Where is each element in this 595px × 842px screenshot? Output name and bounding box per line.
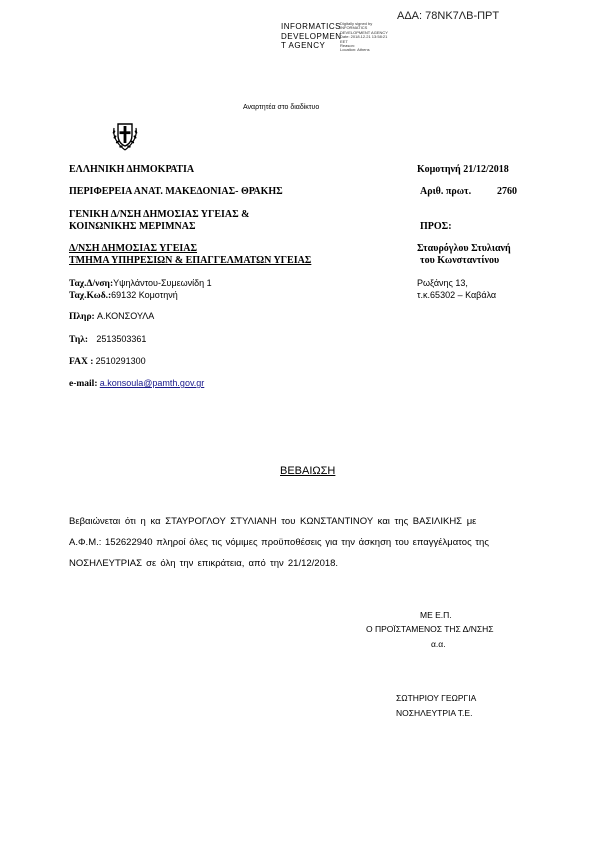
to-label: ΠΡΟΣ: [420,221,452,232]
fax-value: 2510291300 [95,356,146,366]
info-value: Α.ΚΟΝΣΟΥΛΑ [96,311,155,321]
email-label: e-mail: [69,379,98,389]
address-label: Ταχ.Δ/νση: [69,279,114,289]
signature-stamp-line: Digitally signed by [340,21,373,26]
signature-stamp-line: Date: 2018.12.21 13:58:21 [340,34,388,40]
agency-logo [281,22,342,51]
phone-label: Τηλ: [69,335,89,345]
signatory-role: ΝΟΣΗΛΕΥΤΡΙΑ Τ.Ε. [396,708,473,718]
body-line-3: ΝΟΣΗΛΕΥΤΡΙΑΣ σε όλη την επικράτεια, από την 21/12/2018. [69,558,339,569]
fax-contact [69,356,146,367]
postcode-label: Ταχ.Κωδ.: [69,291,112,301]
agency-logo-line: INFORMATICS [281,22,342,31]
signature-authority: ΜΕ Ε.Π. [420,610,452,620]
certificate-title: ΒΕΒΑΙΩΣΗ [280,465,336,477]
directorate-heading: Δ/ΝΣΗ ΔΗΜΟΣΙΑΣ ΥΓΕΙΑΣ [69,243,198,254]
agency-logo-line: DEVELOPMEN [281,31,342,41]
sender-address [69,278,212,289]
signature-stamp-line: DEVELOPMENT AGENCY [340,29,388,35]
region-heading: ΠΕΡΙΦΕΡΕΙΑ ΑΝΑΤ. ΜΑΚΕΔΟΝΙΑΣ- ΘΡΑΚΗΣ [69,186,283,197]
signature-stamp-line: Reason: [340,43,355,49]
general-directorate-line-1: ΓΕΝΙΚΗ Δ/ΝΣΗ ΔΗΜΟΣΙΑΣ ΥΓΕΙΑΣ & [69,209,250,220]
digital-signature-stamp [340,22,388,53]
recipient-father: του Κωνσταντίνου [420,255,500,266]
place-and-date: Κομοτηνή 21/12/2018 [417,164,509,175]
email-link[interactable]: a.konsoula@pamth.gov.gr [99,378,205,388]
signature-title: Ο ΠΡΟΪΣΤΑΜΕΝΟΣ ΤΗΣ Δ/ΝΣΗΣ [366,624,494,634]
fax-label: FAX : [69,357,94,367]
posted-online-note: Αναρτητέα στο διαδίκτυο [243,104,320,111]
body-line-2: Α.Φ.Μ.: 152622940 πληροί όλες τις νόμιμες προϋποθέσεις για την άσκηση του επαγγέλματος της [69,537,489,548]
body-line-1: Βεβαιώνεται ότι η κα ΣΤΑΥΡΟΓΛΟΥ ΣΤΥΛΙΑΝΗ του ΚΩΝΣΤΑΝΤΙΝΟΥ και της ΒΑΣΙΛΙΚΗΣ με [69,516,477,527]
recipient-postcode: τ.κ.65302 – Καβάλα [417,290,497,300]
signature-deputy: α.α. [431,639,446,649]
protocol-label: Αριθ. πρωτ. [420,186,472,197]
postcode-value: 69132 Κομοτηνή [111,290,178,300]
address-value: Υψηλάντου-Συμεωνίδη 1 [113,278,212,288]
republic-heading: ΕΛΛΗΝΙΚΗ ΔΗΜΟΚΡΑΤΙΑ [69,164,195,175]
recipient-address: Ρωξάνης 13, [417,278,468,288]
department-heading: ΤΜΗΜΑ ΥΠΗΡΕΣΙΩΝ & ΕΠΑΓΓΕΛΜΑΤΩΝ ΥΓΕΙΑΣ [69,255,312,266]
recipient-name: Σταυρόγλου Στυλιανή [417,243,511,254]
greek-coat-of-arms-icon [110,118,140,152]
signature-stamp-line: INFORMATICS [340,25,368,31]
ada-code: ΑΔΑ: 78ΝΚ7ΛΒ-ΠΡΤ [397,10,500,22]
phone-value: 2513503361 [96,334,147,344]
signature-stamp-line: EET [340,38,348,44]
agency-logo-line: T AGENCY [281,41,326,50]
protocol-number: 2760 [497,186,517,197]
sender-postcode [69,290,178,301]
signatory-name: ΣΩΤΗΡΙΟΥ ΓΕΩΡΓΙΑ [396,693,477,703]
general-directorate-line-2: ΚΟΙΝΩΝΙΚΗΣ ΜΕΡΙΜΝΑΣ [69,221,196,232]
info-label: Πληρ: [69,312,95,322]
email-contact [69,378,204,389]
phone-contact [69,334,146,345]
info-contact [69,311,154,322]
signature-stamp-line: Location: Athens [340,47,370,53]
